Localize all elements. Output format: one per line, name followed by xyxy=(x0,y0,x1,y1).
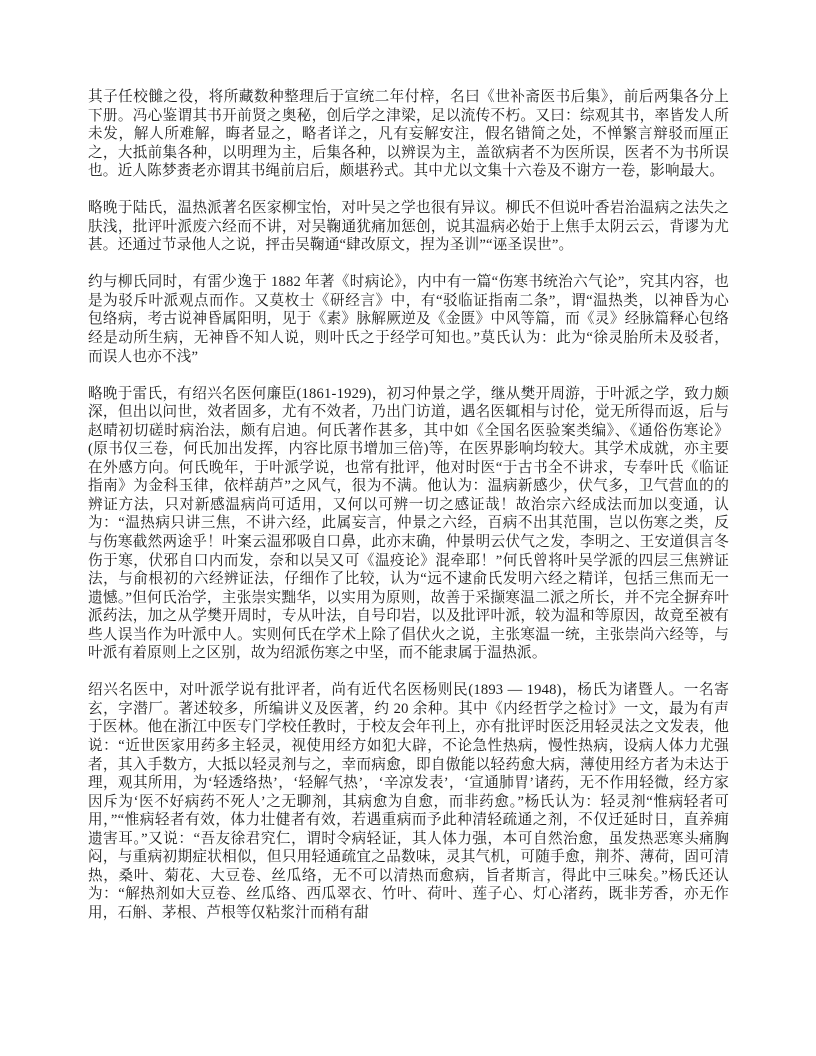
paragraph-5: 绍兴名医中，对叶派学说有批评者，尚有近代名医杨则民(1893 — 1948)，杨氏为诸暨人。一名寄玄，字潜厂。著述较多，所编讲义及医著，约 20 余种。其中《内经哲学之检讨》一文，最为有声于医林。他在浙江中医专门学校任教时，于校友会年刊上，亦有批评时医泛用轻灵法之文发表，他说：“近世医家用药多主轻灵，视使用经方如犯大辟，不论急性热病，慢性热病，设病人体力尤强者，其入手数方，大抵以轻灵剂与之，幸而病愈，即自傲能以轻药愈大病，薄使用经方者为未达于理，观其所用，为‘轻透络热’，‘轻解气热’，‘辛凉发表’，‘宣通肺胃’诸药，无不作用轻微，经方家因斥为‘医不好病药不死人’之无聊剂，其病愈为自愈，而非药愈。”杨氏认为：轻灵剂“惟病轻者可用，”“惟病轻者有效，体力壮健者有效，若遇重病而予此种清轻疏通之剂，不仅迁延时日，直养痈遗害耳。”又说：“吾友徐君究仁，谓时令病轻证，其人体力强，本可自然治愈，虽发热恶寒头痛胸闷，与重病初期症状相似，但只用轻通疏宜之品数味，灵其气机，可随手愈，荆芥、薄荷，固可清热，桑叶、菊花、大豆卷、丝瓜络，无不可以清热而愈病，旨者斯言，得此中三味矣。”杨氏还认为：“解热剂如大豆卷、丝瓜络、西瓜翠衣、竹叶、荷叶、莲子心、灯心渚药，既非芳香，亦无作用，石斛、茅根、芦根等仅粘浆汁而稍有甜 xyxy=(88,682,729,921)
text-block xyxy=(88,88,729,922)
paragraph-3: 约与柳氏同时，有雷少逸于 1882 年著《时病论》，内中有一篇“伤寒书统治六气论”，究其内容，也是为驳斥叶派观点而作。又莫枚士《研经言》中，有“驳临证指南二条”，谓“温热类，以神昏为心包络病，考古说神昏属阳明，见于《素》脉解厥逆及《金匮》中风等篇，而《灵》经脉篇释心包络经是动所生病，无神昏不知人说，则叶氏之于经学可知也。”莫氏认为：此为“徐灵胎所未及驳者，而误人也亦不浅” xyxy=(88,274,729,365)
paragraph-2: 略晚于陆氏，温热派著名医家柳宝怡，对叶吴之学也很有异议。柳氏不但说叶香岩治温病之法失之肤浅，批评叶派废六经而不讲，对吴鞠通犹痛加惩创，说其温病必始于上焦手太阴云云，背谬为尤甚。还通过节录他人之说，抨击吴鞠通“肆改原文，捏为圣训”“诬圣误世”。 xyxy=(88,200,729,254)
paragraph-4: 略晚于雷氏，有绍兴名医何廉臣(1861-1929)，初习仲景之学，继从樊开周游，于叶派之学，致力颇深，但出以问世，效者固多，尤有不效者，乃出门访道，遇名医辄相与讨伦，觉无所得而返，后与赵晴初切磋时病治法，颇有启迪。何氏著作甚多，其中如《全国名医验案类编》、《通俗伤寒论》(原书仅三卷，何氏加出发挥，内容比原书增加三倍)等，在医界影响均较大。其学术成就，亦主要在外感方向。何氏晚年，于叶派学说，也常有批评，他对时医“于古书全不讲求，专奉叶氏《临证指南》为金科玉律，依样葫芦”之风气，很为不满。他认为：温病新感少，伏气多，卫气营血的的辨证方法，只对新感温病尚可适用，又何以可辨一切之感证哉！故治宗六经成法而加以变通，认为：“温热病只讲三焦，不讲六经，此属妄言，仲景之六经，百病不出其范围，岂以伤寒之类，反与伤寒截然两途乎！叶案云温邪吸自口鼻，此亦末确，仲景明云伏气之发，李明之、王安道俱言冬伤于寒，伏邪自口内而发，奈和以吴又可《温疫论》混牵耶！”何氏曾将叶吴学派的四层三焦辨证法，与俞根初的六经辨证法，仔细作了比较，认为“远不逮俞氏发明六经之精详，包括三焦而无一遗憾。”但何氏治学，主张崇实黜华，以实用为原则，故善于采撷寒温二派之所长，并不完全摒弃叶派药法，加之从学樊开周时，专从叶法，自号印岩，以及批评叶派，较为温和等原因，故竟至被有些人误当作为叶派中人。实则何氏在学术上除了倡伏火之说，主张寒温一统，主张崇尚六经等，与叶派有着原则上之区别，故为绍派伤寒之中坚，而不能隶属于温热派。 xyxy=(88,385,729,662)
paragraph-1: 其子任校雠之役，将所藏数种整理后于宣统二年付梓，名曰《世补斋医书后集》，前后两集各分上下册。冯心鉴谓其书开前贤之奥秘，创后学之津梁，足以流传不朽。又曰：综观其书，率皆发人所未发，解人所难解，晦者显之，略者详之，凡有妄解安注，假名错简之处，不惮繁言辩驳而厘正之，大抵前集各种，以明理为主，后集各种，以辨误为主，盖欲病者不为医所误，医者不为书所误也。近人陈梦赉老亦谓其书绳前启后，颇堪矜式。其中尤以文集十六卷及不谢方一卷，影响最大。 xyxy=(88,89,729,180)
